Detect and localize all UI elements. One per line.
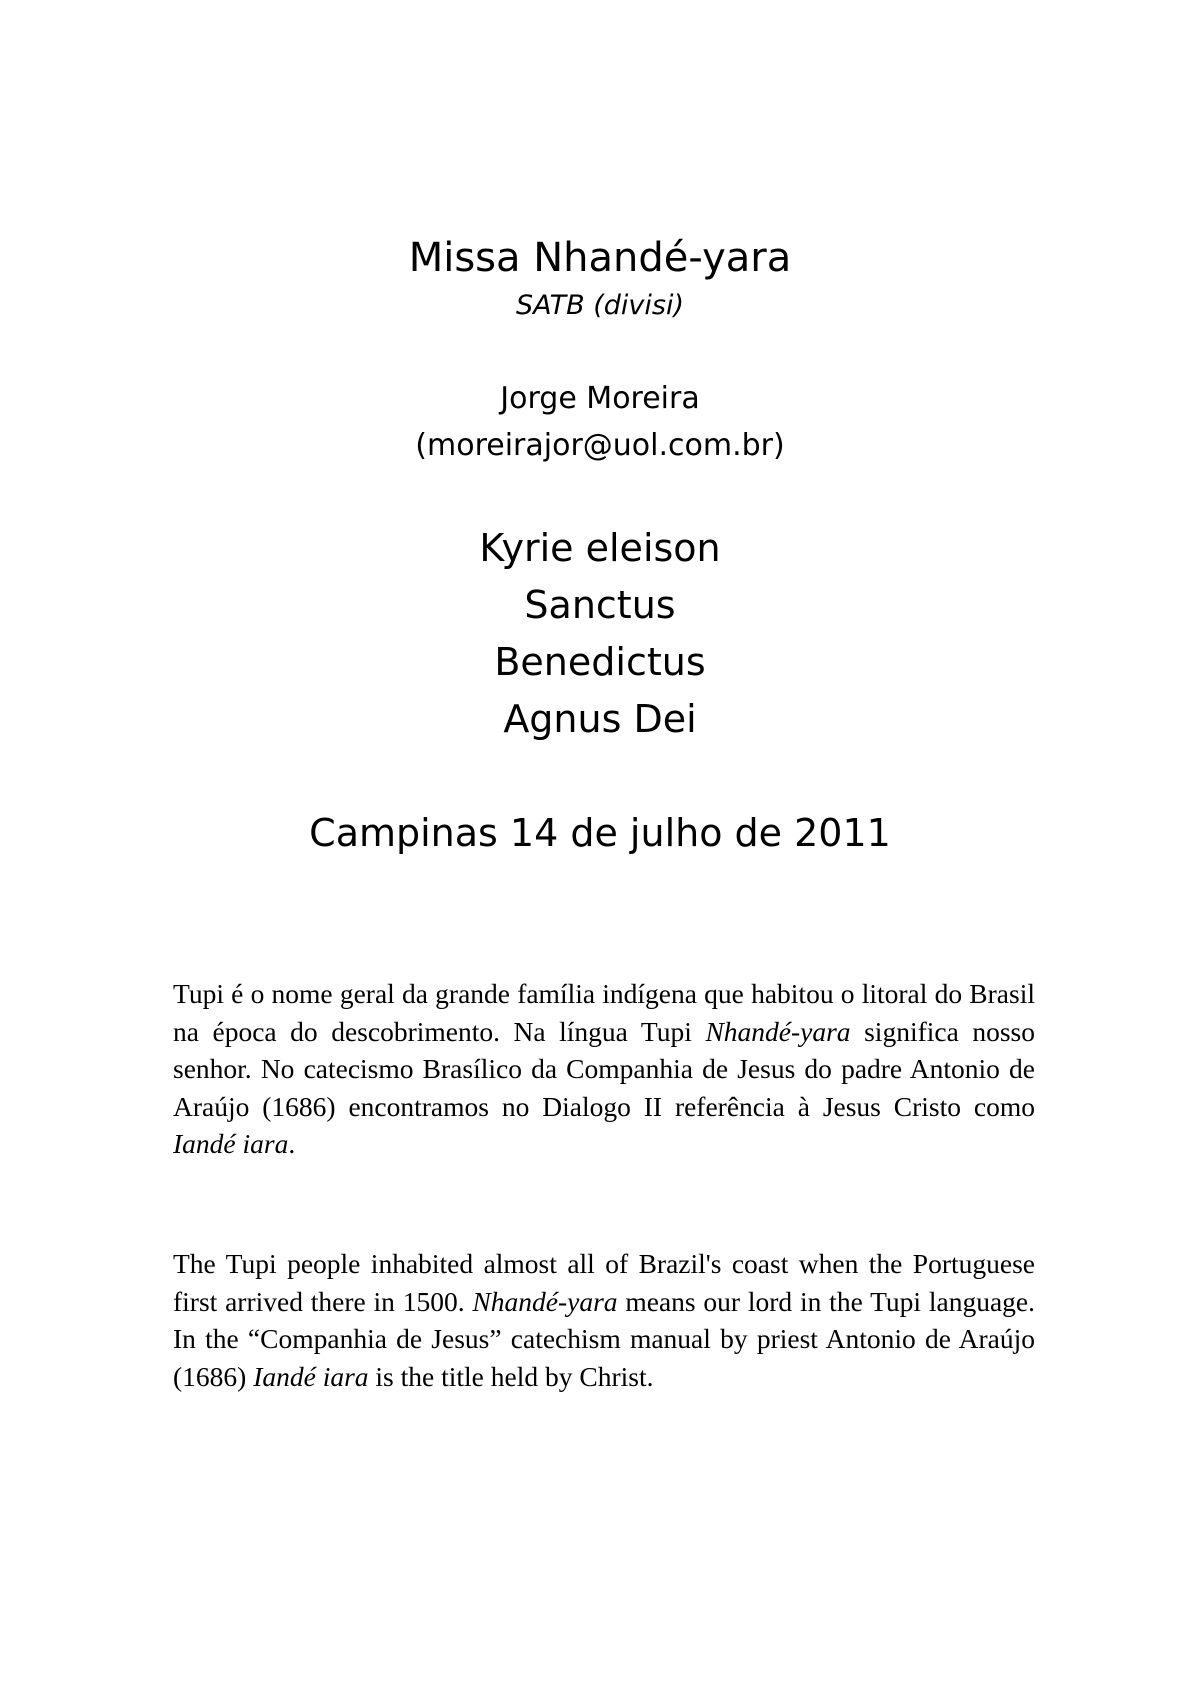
note-english bbox=[173, 1245, 1035, 1395]
movement-agnus-dei: Agnus Dei bbox=[503, 697, 697, 741]
note-en-text-1: The Tupi people inhabited almost all of Brazil's coast when the Portuguese first arrived there in 1500. bbox=[173, 1248, 1035, 1317]
movement-sanctus: Sanctus bbox=[524, 583, 676, 627]
note-pt-text-1: Tupi é o nome geral da grande família indígena que habitou o litoral do Brasil na época do descobrimento. Na língua Tupi bbox=[173, 978, 1035, 1047]
movement-list bbox=[0, 520, 1200, 748]
composer-email: (moreirajor@uol.com.br) bbox=[415, 428, 785, 463]
place-and-date: Campinas 14 de julho de 2011 bbox=[309, 811, 891, 855]
movement-benedictus: Benedictus bbox=[494, 640, 706, 684]
score-title: Missa Nhandé-yara bbox=[408, 235, 792, 281]
note-en-text-3: is the title held by Christ. bbox=[368, 1360, 654, 1392]
note-en-term-1: Nhandé-yara bbox=[472, 1285, 618, 1317]
note-en-text-2: means our lord in the Tupi language. In the “Companhia de Jesus” catechism manual by priest Antonio de Araújo (1686) bbox=[173, 1285, 1035, 1392]
note-pt-text-3: . bbox=[288, 1128, 296, 1160]
note-pt-text-2: significa nosso senhor. No catecismo Brasílico da Companhia de Jesus do padre Antonio de Araújo (1686) encontramos no Dialogo II referência à Jesus Cristo como bbox=[173, 1015, 1035, 1122]
voicing-subtitle: SATB (divisi) bbox=[516, 290, 684, 321]
note-portuguese bbox=[173, 975, 1035, 1163]
composer-name: Jorge Moreira bbox=[500, 381, 700, 416]
note-en-term-2: Iandé iara bbox=[253, 1360, 369, 1392]
note-pt-term-1: Nhandé-yara bbox=[705, 1015, 851, 1047]
movement-kyrie: Kyrie eleison bbox=[479, 526, 721, 570]
note-pt-term-2: Iandé iara bbox=[173, 1128, 289, 1160]
